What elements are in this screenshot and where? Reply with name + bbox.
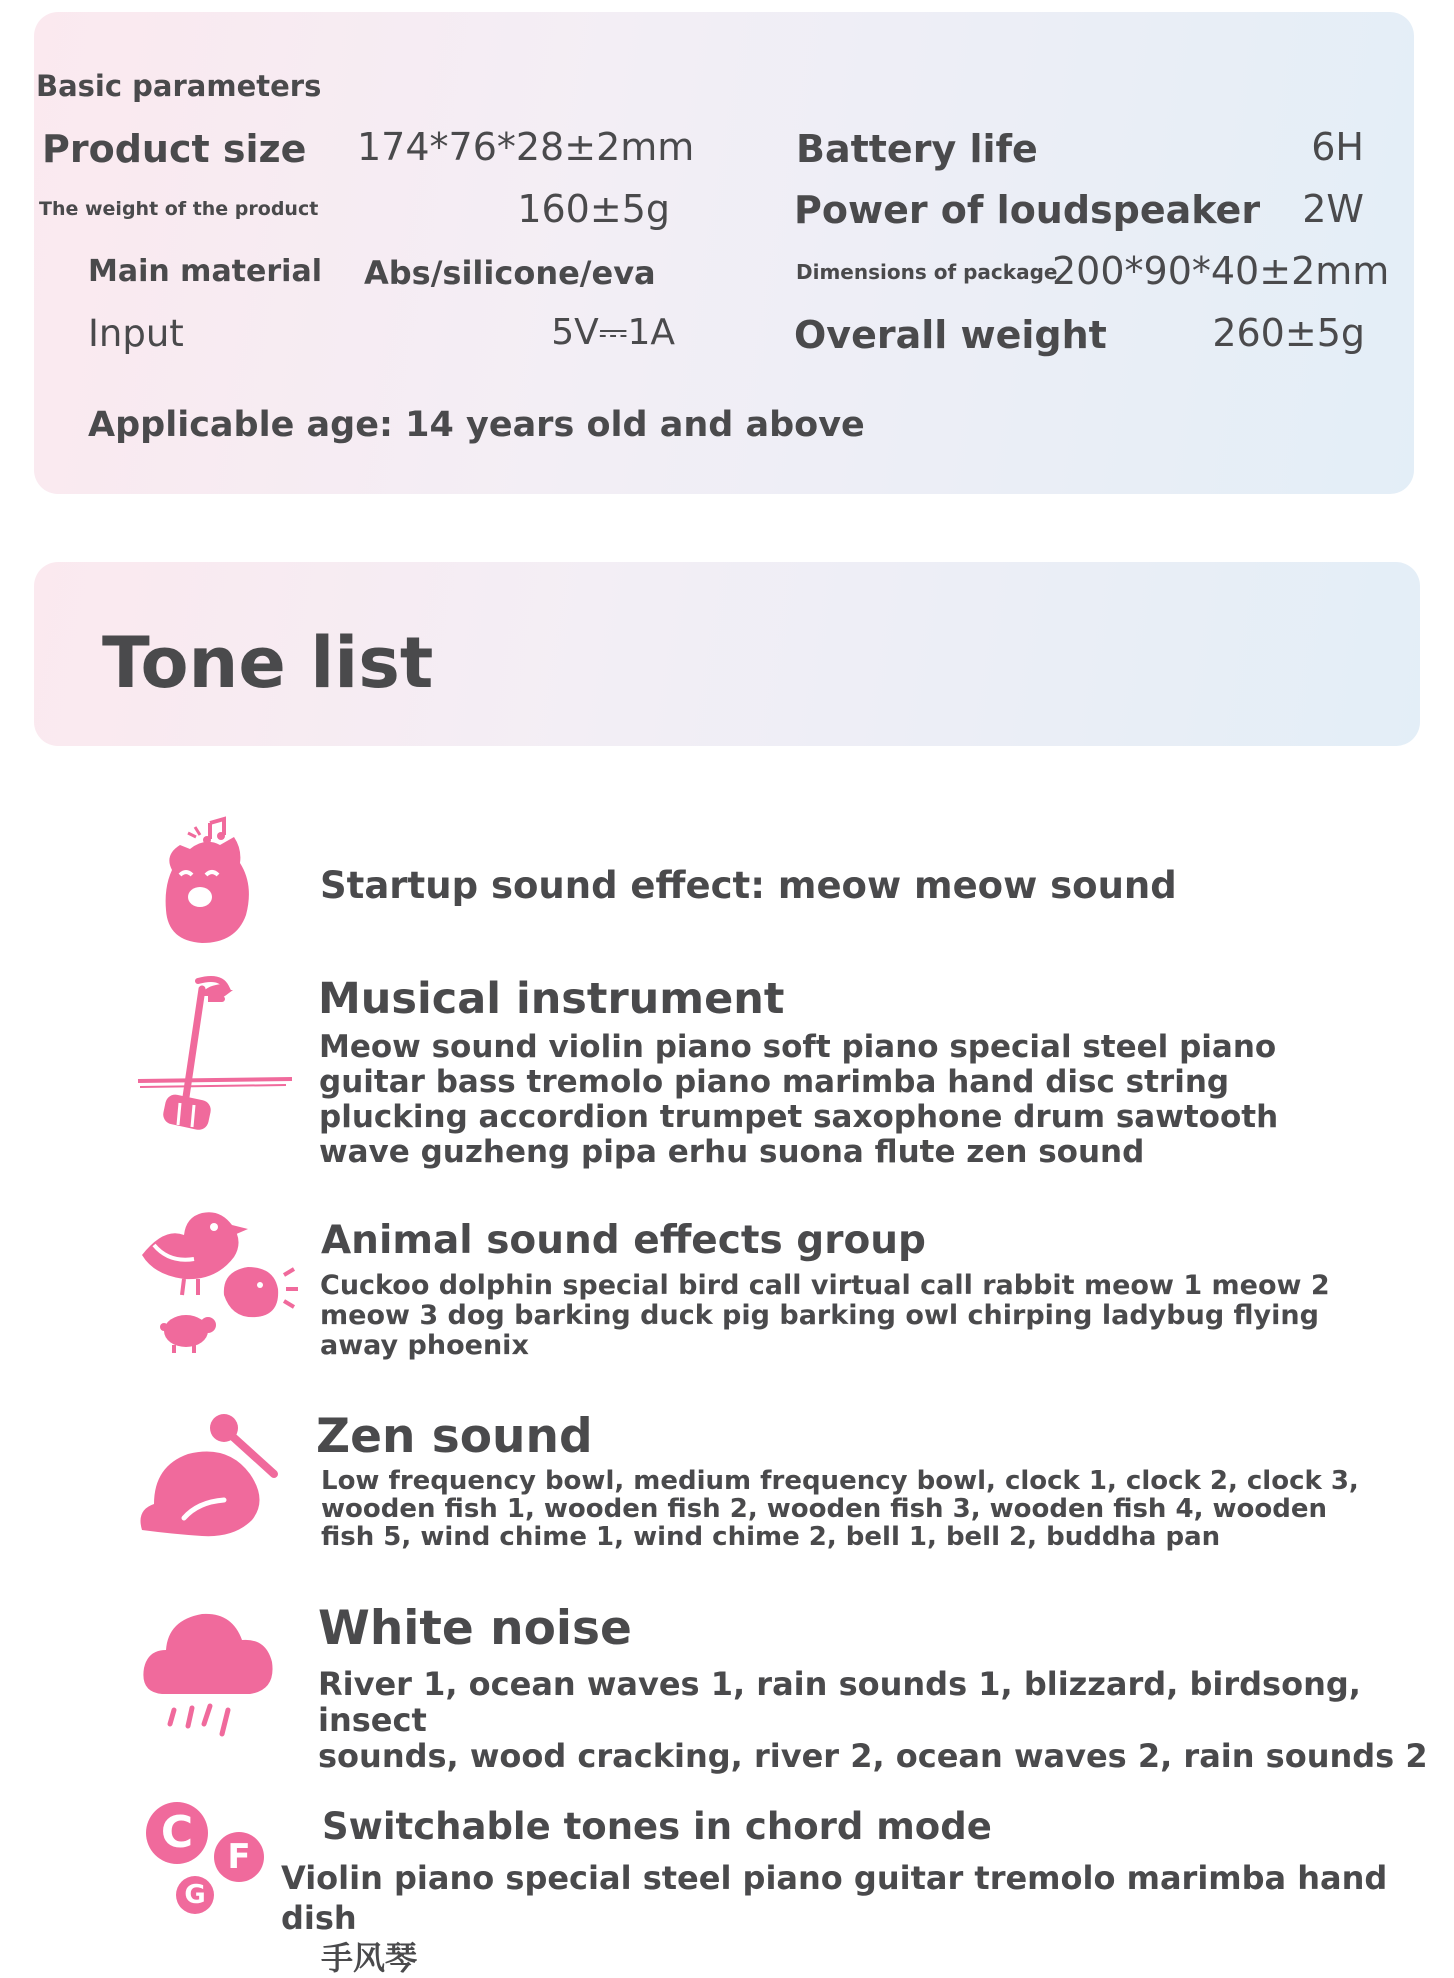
animal-tones-line: away phoenix <box>320 1330 529 1361</box>
white-noise-tones <box>318 1666 1454 1774</box>
param-label-overall-weight: Overall weight <box>794 313 1107 357</box>
instrument-tones <box>319 1030 1278 1170</box>
param-label-speaker: Power of loudspeaker <box>794 188 1261 232</box>
chord-tones-line: 手风琴 <box>321 1939 418 1977</box>
section-title-zen: Zen sound <box>316 1409 593 1464</box>
zen-tones-line: fish 5, wind chime 1, wind chime 2, bell 1, bell 2, buddha pan <box>321 1522 1221 1552</box>
section-title-animals: Animal sound effects group <box>321 1218 926 1263</box>
white-noise-tones-line: River 1, ocean waves 1, rain sounds 1, blizzard, birdsong, insect <box>318 1665 1361 1739</box>
param-value-overall-weight: 260±5g <box>1212 311 1365 355</box>
instrument-tones-line: Meow sound violin piano soft piano special steel piano <box>319 1029 1277 1065</box>
instrument-tones-line: guitar bass tremolo piano marimba hand disc string <box>319 1064 1230 1100</box>
param-label-battery: Battery life <box>796 127 1038 171</box>
param-value-speaker: 2W <box>1302 187 1364 231</box>
param-label-product-size: Product size <box>42 127 307 171</box>
animals-icon <box>124 1205 304 1355</box>
rain-cloud-icon <box>140 1602 276 1742</box>
note-badge-c: C <box>146 1802 208 1864</box>
zen-tones-line: Low frequency bowl, medium frequency bowl, clock 1, clock 2, clock 3, <box>321 1466 1359 1496</box>
section-title-instrument: Musical instrument <box>318 974 785 1024</box>
section-label: Basic parameters <box>36 69 322 103</box>
tone-list-title: Tone list <box>102 622 434 704</box>
chord-tones <box>281 1858 1454 1978</box>
applicable-age: Applicable age: 14 years old and above <box>88 405 865 445</box>
erhu-instrument-icon <box>136 975 296 1137</box>
param-value-input: 5V⎓1A <box>551 312 675 353</box>
zen-tones <box>321 1467 1359 1551</box>
animal-tones <box>320 1271 1330 1361</box>
param-value-product-size: 174*76*28±2mm <box>357 125 695 169</box>
param-value-weight: 160±5g <box>517 187 670 231</box>
param-label-material: Main material <box>88 254 322 289</box>
white-noise-tones-line: sounds, wood cracking, river 2, ocean waves 2, rain sounds 2 <box>318 1737 1428 1775</box>
instrument-tones-line: plucking accordion trumpet saxophone drum sawtooth <box>319 1099 1279 1135</box>
instrument-tones-line: wave guzheng pipa erhu suona flute zen sound <box>319 1134 1145 1170</box>
section-title-startup: Startup sound effect: meow meow sound <box>320 864 1177 907</box>
section-title-chord: Switchable tones in chord mode <box>322 1805 992 1848</box>
param-label-weight: The weight of the product <box>39 198 319 220</box>
param-value-package: 200*90*40±2mm <box>1052 249 1390 293</box>
wooden-fish-icon <box>132 1410 282 1540</box>
animal-tones-line: Cuckoo dolphin special bird call virtual call rabbit meow 1 meow 2 <box>320 1270 1330 1301</box>
section-title-white-noise: White noise <box>318 1601 632 1656</box>
chord-tones-line: Violin piano special steel piano guitar tremolo marimba hand dish <box>281 1859 1388 1937</box>
note-badge-f: F <box>214 1832 264 1882</box>
zen-tones-line: wooden fish 1, wooden fish 2, wooden fish 3, wooden fish 4, wooden <box>321 1494 1328 1524</box>
param-value-battery: 6H <box>1311 125 1364 169</box>
param-value-material: Abs/silicone/eva <box>364 254 656 292</box>
animal-tones-line: meow 3 dog barking duck pig barking owl chirping ladybug flying <box>320 1300 1319 1331</box>
param-label-input: Input <box>88 312 184 355</box>
note-badge-g: G <box>176 1876 214 1914</box>
singing-cat-icon <box>150 815 270 945</box>
param-label-package: Dimensions of package <box>796 260 1058 284</box>
chord-notes-icon <box>140 1796 270 1920</box>
